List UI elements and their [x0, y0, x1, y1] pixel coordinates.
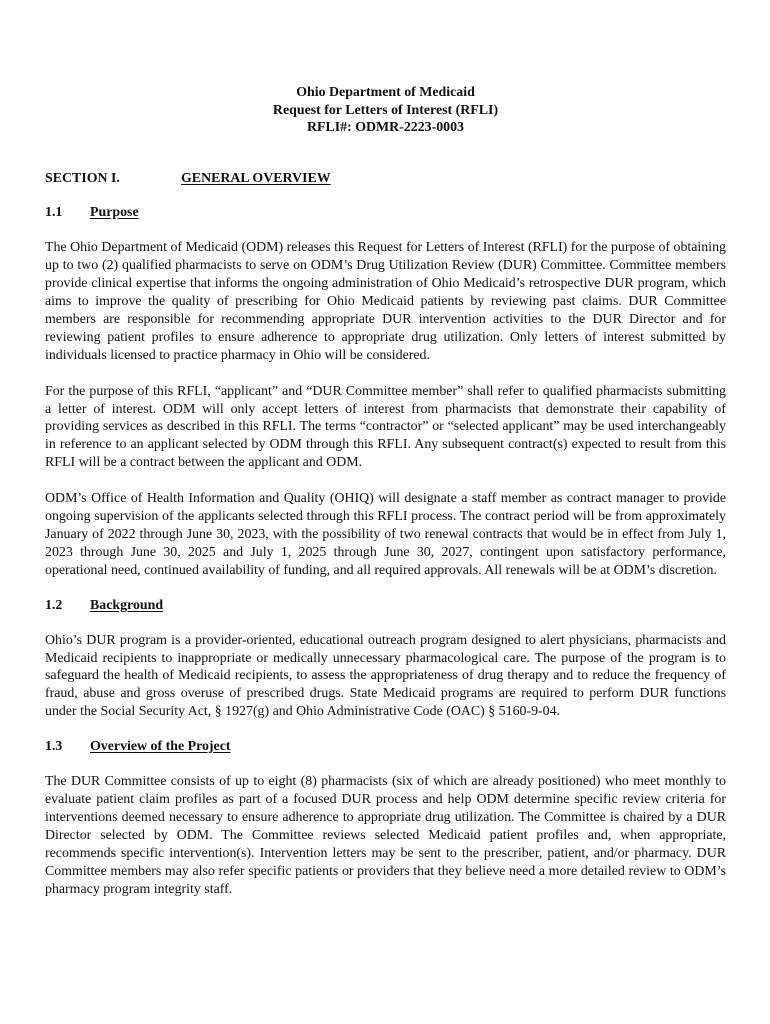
document-title: Request for Letters of Interest (RFLI) — [272, 102, 499, 118]
document-page — [45, 84, 726, 898]
subsection-heading-background — [45, 597, 726, 615]
subsection-number: 1.2 — [45, 597, 63, 613]
document-header — [45, 84, 726, 137]
subsection-number: 1.1 — [45, 205, 63, 221]
subsection-heading-purpose — [45, 204, 726, 222]
paragraph: The Ohio Department of Medicaid (ODM) releases this Request for Letters of Interest (RFLI) for the purpose of obtaining up to two (2) qualified pharmacists to serve on ODM’s Drug Utilization Review (DUR) Committee. Committee members provide clinical expertise that informs the ongoing administration of Ohio Medicaid’s retrospective DUR program, which aims to improve the quality of prescribing for Ohio Medicaid patients by reviewing past claims. DUR Committee members are responsible for recommending appropriate DUR intervention activities to the DUR Director and for reviewing patient profiles to ensure adherence to appropriate drug utilization. Only letters of interest submitted by individuals licensed to practice pharmacy in Ohio will be considered. — [45, 240, 726, 363]
paragraph: ODM’s Office of Health Information and Quality (OHIQ) will designate a staff member as contract manager to provide ongoing supervision of the applicants selected through this RFLI process. The contract period will be from approximately January of 2022 through June 30, 2023, with the possibility of two renewal contracts that would be in effect from July 1, 2023 through June 30, 2025 and July 1, 2025 through June 30, 2027, contingent upon satisfactory performance, operational need, continued availability of funding, and all required approvals. All renewals will be at ODM’s discretion. — [45, 491, 726, 578]
rfli-number: RFLI#: ODMR-2223-0003 — [306, 120, 465, 135]
agency-name: Ohio Department of Medicaid — [296, 85, 475, 100]
subsection-title: Purpose — [90, 205, 139, 221]
paragraph: For the purpose of this RFLI, “applicant” and “DUR Committee member” shall refer to qualified pharmacists submitting a letter of interest. ODM will only accept letters of interest from pharmacists that demonstrate their capability of providing services as described in this RFLI. The terms “contractor” or “selected applicant” may be used interchangeably in reference to an applicant selected by ODM through this RFLI. Any subsequent contract(s) expected to result from this RFLI will be a contract between the applicant and ODM. — [45, 383, 726, 471]
paragraph: The DUR Committee consists of up to eight (8) pharmacists (six of which are already positioned) who meet monthly to evaluate patient claim profiles as part of a focused DUR process and help ODM determine specific review criteria for interventions deemed necessary to ensure adherence to appropriate drug utilization. The Committee is chaired by a DUR Director selected by ODM. The Committee reviews selected Medicaid patient profiles and, when appropriate, recommends specific intervention(s). Intervention letters may be sent to the prescriber, patient, and/or pharmacy. DUR Committee members may also refer specific patients or providers that they believe need a more detailed review to ODM’s pharmacy program integrity staff. — [45, 774, 726, 897]
section-number: SECTION I. — [45, 170, 120, 186]
section-title: GENERAL OVERVIEW — [181, 170, 331, 186]
subsection-number: 1.3 — [45, 739, 63, 755]
section-heading — [45, 170, 726, 188]
subsection-heading-overview — [45, 738, 726, 756]
paragraph: Ohio’s DUR program is a provider-oriented, educational outreach program designed to alert physicians, pharmacists and Medicaid recipients to inappropriate or medically unnecessary pharmacological care. The purpose of the program is to safeguard the health of Medicaid recipients, to assess the appropriateness of drug therapy and to reduce the frequency of fraud, abuse and gross overuse of prescribed drugs. State Medicaid programs are required to perform DUR functions under the Social Security Act, § 1927(g) and Ohio Administrative Code (OAC) § 5160-9-04. — [45, 632, 726, 720]
subsection-title: Overview of the Project — [90, 739, 231, 755]
subsection-title: Background — [90, 597, 164, 613]
